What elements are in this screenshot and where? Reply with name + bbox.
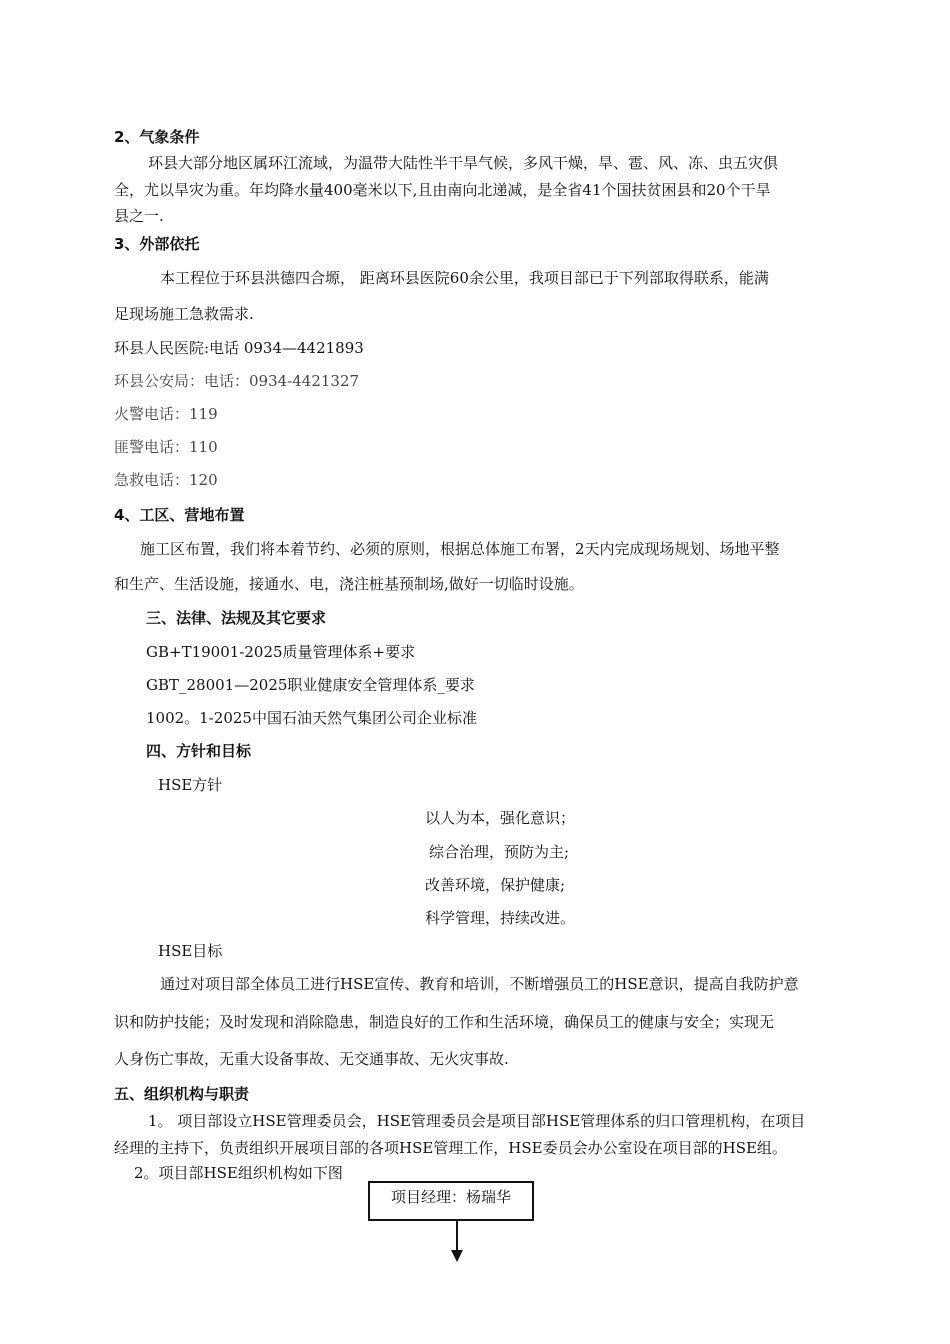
section-heading-external: 3、外部依托: [114, 235, 200, 253]
section-heading-camp: 4、工区、营地布置: [114, 506, 245, 524]
org-chart-box-project-manager: 项目经理：杨瑞华: [368, 1181, 534, 1221]
contact-line: 环县公安局：电话：0934-4421327: [114, 372, 360, 390]
paragraph-line: 县之一.: [114, 207, 164, 225]
law-item: GBT_28001—2025职业健康安全管理体系_要求: [146, 676, 475, 694]
paragraph-line: 环县大部分地区属环江流域，为温带大陆性半干旱气候，多风干燥，旱、雹、风、冻、虫五灾俱: [148, 154, 779, 172]
hse-policy-label: HSE方针: [158, 776, 223, 794]
paragraph-line: 1。 项目部设立HSE管理委员会，HSE管理委员会是项目部HSE管理体系的归口管理机构，在项目: [148, 1112, 806, 1130]
paragraph-line: 2。项目部HSE组织机构如下图: [134, 1164, 343, 1182]
law-item: 1002。1-2025中国石油天然气集团公司企业标准: [146, 709, 477, 727]
arrow-down-icon: [451, 1250, 463, 1262]
section-heading-laws: 三、法律、法规及其它要求: [146, 609, 327, 627]
contact-line: 火警电话：119: [114, 405, 218, 423]
hse-goal-label: HSE目标: [158, 942, 223, 960]
contact-line: 急救电话：120: [114, 471, 218, 489]
section-heading-policy: 四、方针和目标: [146, 742, 252, 760]
law-item: GB+T19001-2025质量管理体系+要求: [146, 643, 416, 661]
paragraph-line: 全，尤以旱灾为重。年均降水量400毫米以下,且由南向北递减，是全省41个国扶贫困县和20个干旱: [114, 181, 771, 199]
section-heading-weather: 2、气象条件: [114, 128, 200, 146]
policy-line: 改善环境，保护健康;: [425, 876, 566, 894]
section-heading-org: 五、组织机构与职责: [114, 1085, 250, 1103]
paragraph-line: 通过对项目部全体员工进行HSE宣传、教育和培训，不断增强员工的HSE意识，提高自我防护意: [160, 975, 799, 993]
contact-line: 环县人民医院:电话 0934—4421893: [114, 339, 364, 357]
policy-line: 综合治理，预防为主;: [429, 843, 570, 861]
paragraph-line: 施工区布置，我们将本着节约、必须的原则，根据总体施工布署，2天内完成现场规划、场地平整: [140, 540, 780, 558]
paragraph-line: 识和防护技能；及时发现和消除隐患，制造良好的工作和生活环境，确保员工的健康与安全；实现无: [114, 1013, 775, 1031]
paragraph-line: 人身伤亡事故，无重大设备事故、无交通事故、无火灾事故.: [114, 1050, 509, 1068]
contact-line: 匪警电话：110: [114, 438, 218, 456]
paragraph-line: 本工程位于环县洪德四合塬， 距离环县医院60余公里，我项目部已于下列部取得联系，能满: [160, 269, 769, 287]
paragraph-line: 足现场施工急救需求.: [114, 305, 254, 323]
org-chart-connector: [456, 1221, 458, 1251]
policy-line: 以人为本，强化意识；: [425, 809, 576, 827]
paragraph-line: 经理的主持下，负责组织开展项目部的各项HSE管理工作，HSE委员会办公室设在项目部的HSE组。: [114, 1139, 787, 1157]
paragraph-line: 和生产、生活设施，接通水、电，浇注桩基预制场,做好一切临时设施。: [114, 575, 584, 593]
policy-line: 科学管理，持续改进。: [425, 909, 576, 927]
